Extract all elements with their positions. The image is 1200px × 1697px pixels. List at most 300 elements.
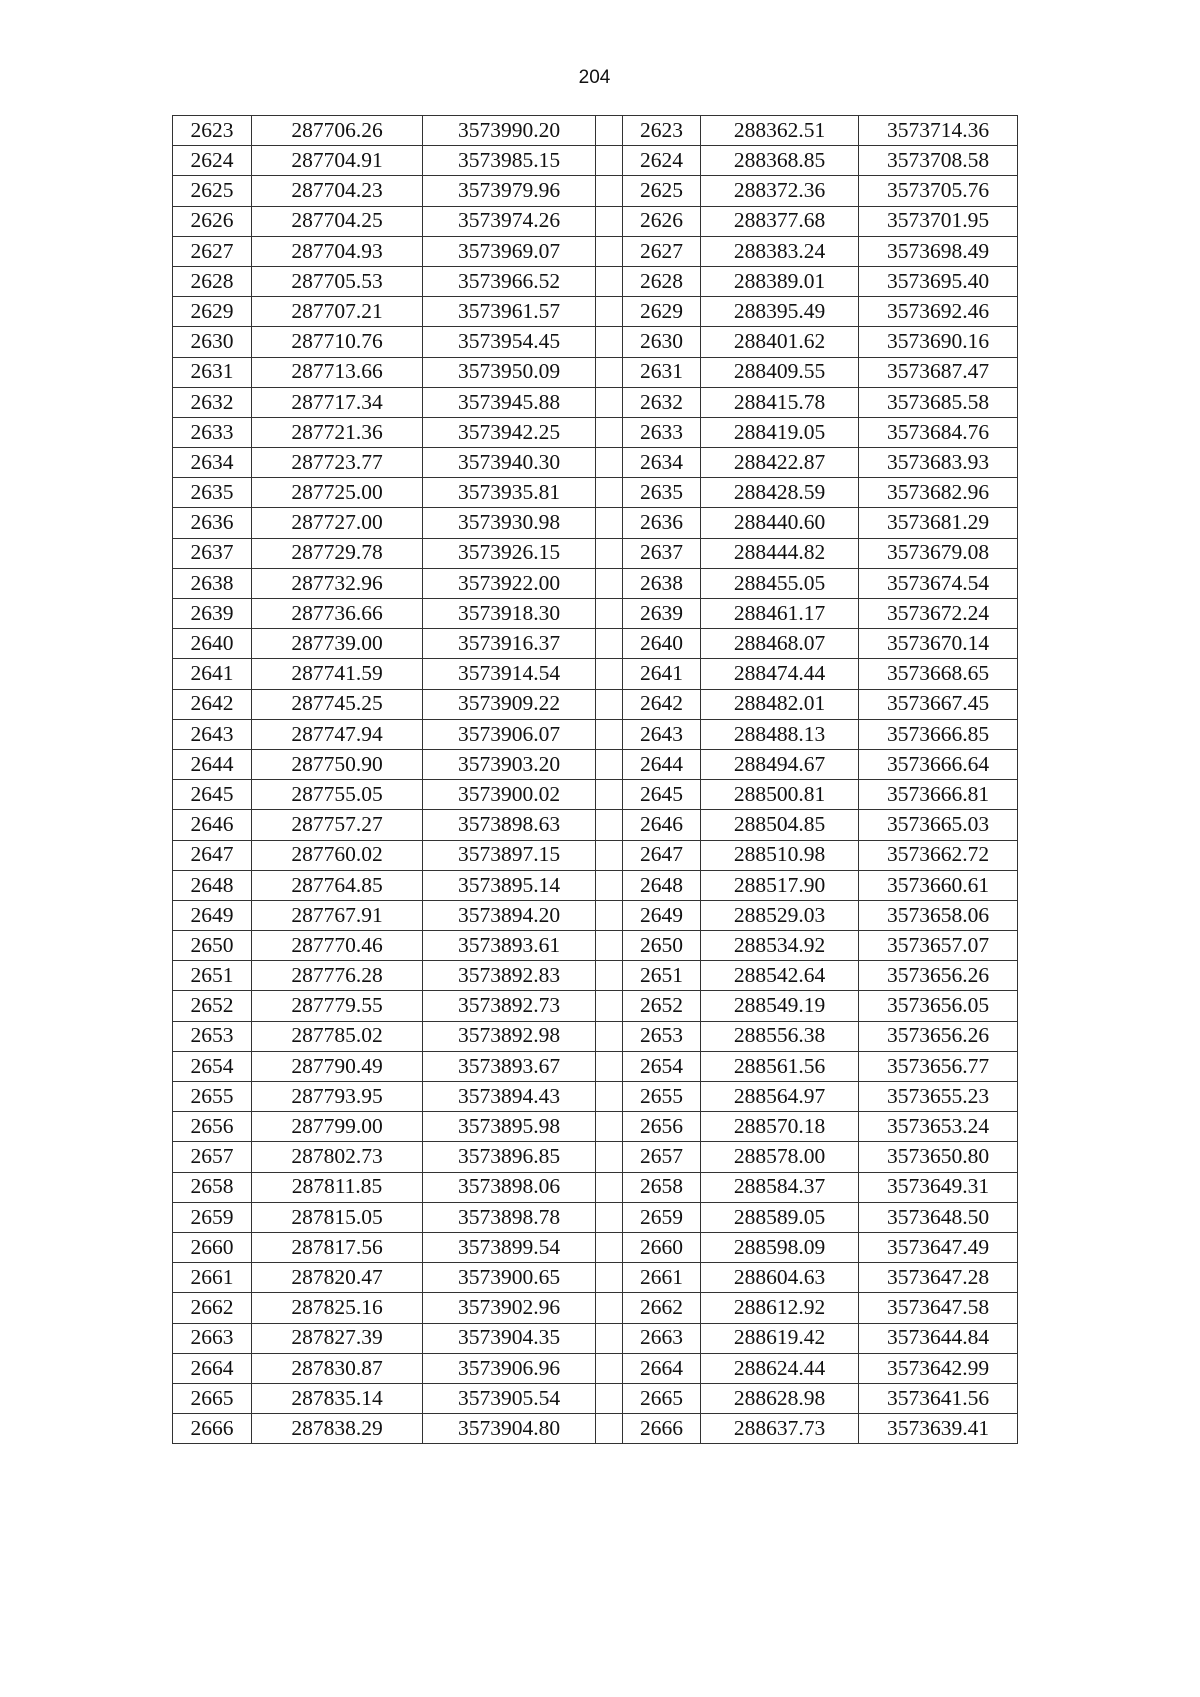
table-row <box>173 327 1018 357</box>
right-y-coordinate-cell: 3573658.06 <box>859 900 1018 930</box>
left-y-coordinate-cell: 3573896.85 <box>423 1142 596 1172</box>
left-x-coordinate-cell: 287727.00 <box>252 508 423 538</box>
spacer-cell <box>596 749 623 779</box>
left-x-coordinate-cell: 287723.77 <box>252 448 423 478</box>
right-point-id-cell: 2652 <box>623 991 701 1021</box>
left-point-id-cell: 2656 <box>173 1112 252 1142</box>
right-point-id-cell: 2661 <box>623 1263 701 1293</box>
left-x-coordinate-cell: 287721.36 <box>252 417 423 447</box>
left-y-coordinate-cell: 3573898.06 <box>423 1172 596 1202</box>
right-y-coordinate-cell: 3573692.46 <box>859 297 1018 327</box>
spacer-cell <box>596 1202 623 1232</box>
left-y-coordinate-cell: 3573906.07 <box>423 719 596 749</box>
spacer-cell <box>596 1383 623 1413</box>
right-point-id-cell: 2624 <box>623 146 701 176</box>
right-y-coordinate-cell: 3573639.41 <box>859 1414 1018 1444</box>
spacer-cell <box>596 961 623 991</box>
spacer-cell <box>596 297 623 327</box>
table-row <box>173 870 1018 900</box>
left-x-coordinate-cell: 287827.39 <box>252 1323 423 1353</box>
left-x-coordinate-cell: 287835.14 <box>252 1383 423 1413</box>
page-number: 204 <box>578 67 611 88</box>
table-row <box>173 1383 1018 1413</box>
right-y-coordinate-cell: 3573656.05 <box>859 991 1018 1021</box>
right-y-coordinate-cell: 3573698.49 <box>859 236 1018 266</box>
left-y-coordinate-cell: 3573904.35 <box>423 1323 596 1353</box>
left-x-coordinate-cell: 287799.00 <box>252 1112 423 1142</box>
left-y-coordinate-cell: 3573893.67 <box>423 1051 596 1081</box>
table-row <box>173 1112 1018 1142</box>
right-x-coordinate-cell: 288578.00 <box>701 1142 859 1172</box>
table-row <box>173 538 1018 568</box>
left-y-coordinate-cell: 3573916.37 <box>423 629 596 659</box>
spacer-cell <box>596 1051 623 1081</box>
right-x-coordinate-cell: 288474.44 <box>701 659 859 689</box>
left-point-id-cell: 2639 <box>173 599 252 629</box>
left-point-id-cell: 2664 <box>173 1353 252 1383</box>
left-y-coordinate-cell: 3573954.45 <box>423 327 596 357</box>
left-x-coordinate-cell: 287706.26 <box>252 116 423 146</box>
table-row <box>173 961 1018 991</box>
table-row <box>173 146 1018 176</box>
right-y-coordinate-cell: 3573672.24 <box>859 599 1018 629</box>
right-x-coordinate-cell: 288372.36 <box>701 176 859 206</box>
right-x-coordinate-cell: 288542.64 <box>701 961 859 991</box>
left-y-coordinate-cell: 3573900.02 <box>423 780 596 810</box>
left-y-coordinate-cell: 3573942.25 <box>423 417 596 447</box>
left-y-coordinate-cell: 3573894.43 <box>423 1082 596 1112</box>
left-point-id-cell: 2650 <box>173 931 252 961</box>
spacer-cell <box>596 1263 623 1293</box>
left-point-id-cell: 2631 <box>173 357 252 387</box>
left-y-coordinate-cell: 3573918.30 <box>423 599 596 629</box>
right-y-coordinate-cell: 3573665.03 <box>859 810 1018 840</box>
left-point-id-cell: 2641 <box>173 659 252 689</box>
right-point-id-cell: 2628 <box>623 266 701 296</box>
left-x-coordinate-cell: 287776.28 <box>252 961 423 991</box>
spacer-cell <box>596 1323 623 1353</box>
spacer-cell <box>596 568 623 598</box>
left-x-coordinate-cell: 287732.96 <box>252 568 423 598</box>
spacer-cell <box>596 176 623 206</box>
table-row <box>173 1293 1018 1323</box>
right-y-coordinate-cell: 3573644.84 <box>859 1323 1018 1353</box>
left-point-id-cell: 2666 <box>173 1414 252 1444</box>
spacer-cell <box>596 538 623 568</box>
right-y-coordinate-cell: 3573653.24 <box>859 1112 1018 1142</box>
table-row <box>173 176 1018 206</box>
left-point-id-cell: 2657 <box>173 1142 252 1172</box>
right-x-coordinate-cell: 288637.73 <box>701 1414 859 1444</box>
right-y-coordinate-cell: 3573647.49 <box>859 1232 1018 1262</box>
right-y-coordinate-cell: 3573648.50 <box>859 1202 1018 1232</box>
left-point-id-cell: 2628 <box>173 266 252 296</box>
right-point-id-cell: 2627 <box>623 236 701 266</box>
spacer-cell <box>596 1082 623 1112</box>
table-row <box>173 508 1018 538</box>
right-x-coordinate-cell: 288598.09 <box>701 1232 859 1262</box>
left-x-coordinate-cell: 287755.05 <box>252 780 423 810</box>
left-point-id-cell: 2645 <box>173 780 252 810</box>
left-y-coordinate-cell: 3573892.98 <box>423 1021 596 1051</box>
right-y-coordinate-cell: 3573685.58 <box>859 387 1018 417</box>
table-row <box>173 599 1018 629</box>
right-y-coordinate-cell: 3573683.93 <box>859 448 1018 478</box>
spacer-cell <box>596 1353 623 1383</box>
table-row <box>173 749 1018 779</box>
right-x-coordinate-cell: 288488.13 <box>701 719 859 749</box>
left-point-id-cell: 2654 <box>173 1051 252 1081</box>
left-y-coordinate-cell: 3573961.57 <box>423 297 596 327</box>
left-point-id-cell: 2653 <box>173 1021 252 1051</box>
left-point-id-cell: 2634 <box>173 448 252 478</box>
left-x-coordinate-cell: 287793.95 <box>252 1082 423 1112</box>
right-point-id-cell: 2645 <box>623 780 701 810</box>
left-y-coordinate-cell: 3573909.22 <box>423 689 596 719</box>
left-point-id-cell: 2643 <box>173 719 252 749</box>
spacer-cell <box>596 1172 623 1202</box>
right-point-id-cell: 2637 <box>623 538 701 568</box>
table-row <box>173 1021 1018 1051</box>
right-x-coordinate-cell: 288534.92 <box>701 931 859 961</box>
right-x-coordinate-cell: 288584.37 <box>701 1172 859 1202</box>
table-row <box>173 236 1018 266</box>
left-y-coordinate-cell: 3573905.54 <box>423 1383 596 1413</box>
right-point-id-cell: 2636 <box>623 508 701 538</box>
left-y-coordinate-cell: 3573935.81 <box>423 478 596 508</box>
right-point-id-cell: 2653 <box>623 1021 701 1051</box>
right-x-coordinate-cell: 288494.67 <box>701 749 859 779</box>
right-x-coordinate-cell: 288612.92 <box>701 1293 859 1323</box>
right-point-id-cell: 2630 <box>623 327 701 357</box>
left-point-id-cell: 2630 <box>173 327 252 357</box>
table-row <box>173 1414 1018 1444</box>
table-row <box>173 1051 1018 1081</box>
right-x-coordinate-cell: 288589.05 <box>701 1202 859 1232</box>
table-row <box>173 991 1018 1021</box>
left-x-coordinate-cell: 287745.25 <box>252 689 423 719</box>
left-x-coordinate-cell: 287757.27 <box>252 810 423 840</box>
right-x-coordinate-cell: 288415.78 <box>701 387 859 417</box>
left-y-coordinate-cell: 3573903.20 <box>423 749 596 779</box>
right-x-coordinate-cell: 288401.62 <box>701 327 859 357</box>
left-x-coordinate-cell: 287785.02 <box>252 1021 423 1051</box>
left-y-coordinate-cell: 3573895.98 <box>423 1112 596 1142</box>
table-row <box>173 659 1018 689</box>
table-row <box>173 810 1018 840</box>
left-x-coordinate-cell: 287760.02 <box>252 840 423 870</box>
spacer-cell <box>596 870 623 900</box>
left-y-coordinate-cell: 3573906.96 <box>423 1353 596 1383</box>
left-point-id-cell: 2624 <box>173 146 252 176</box>
right-y-coordinate-cell: 3573666.81 <box>859 780 1018 810</box>
left-x-coordinate-cell: 287741.59 <box>252 659 423 689</box>
spacer-cell <box>596 116 623 146</box>
right-point-id-cell: 2651 <box>623 961 701 991</box>
left-x-coordinate-cell: 287815.05 <box>252 1202 423 1232</box>
right-point-id-cell: 2623 <box>623 116 701 146</box>
right-y-coordinate-cell: 3573679.08 <box>859 538 1018 568</box>
spacer-cell <box>596 1142 623 1172</box>
table-row <box>173 1142 1018 1172</box>
right-point-id-cell: 2662 <box>623 1293 701 1323</box>
left-y-coordinate-cell: 3573897.15 <box>423 840 596 870</box>
left-point-id-cell: 2658 <box>173 1172 252 1202</box>
spacer-cell <box>596 689 623 719</box>
right-x-coordinate-cell: 288482.01 <box>701 689 859 719</box>
right-point-id-cell: 2626 <box>623 206 701 236</box>
right-point-id-cell: 2640 <box>623 629 701 659</box>
left-y-coordinate-cell: 3573914.54 <box>423 659 596 689</box>
left-x-coordinate-cell: 287750.90 <box>252 749 423 779</box>
left-x-coordinate-cell: 287739.00 <box>252 629 423 659</box>
spacer-cell <box>596 840 623 870</box>
left-x-coordinate-cell: 287717.34 <box>252 387 423 417</box>
right-y-coordinate-cell: 3573668.65 <box>859 659 1018 689</box>
right-point-id-cell: 2665 <box>623 1383 701 1413</box>
left-x-coordinate-cell: 287779.55 <box>252 991 423 1021</box>
left-y-coordinate-cell: 3573985.15 <box>423 146 596 176</box>
right-point-id-cell: 2639 <box>623 599 701 629</box>
left-x-coordinate-cell: 287704.91 <box>252 146 423 176</box>
left-y-coordinate-cell: 3573899.54 <box>423 1232 596 1262</box>
spacer-cell <box>596 387 623 417</box>
right-y-coordinate-cell: 3573674.54 <box>859 568 1018 598</box>
right-point-id-cell: 2656 <box>623 1112 701 1142</box>
left-point-id-cell: 2649 <box>173 900 252 930</box>
spacer-cell <box>596 719 623 749</box>
spacer-cell <box>596 417 623 447</box>
spacer-cell <box>596 1112 623 1142</box>
right-point-id-cell: 2644 <box>623 749 701 779</box>
table-row <box>173 357 1018 387</box>
right-point-id-cell: 2658 <box>623 1172 701 1202</box>
left-point-id-cell: 2655 <box>173 1082 252 1112</box>
left-x-coordinate-cell: 287825.16 <box>252 1293 423 1323</box>
left-y-coordinate-cell: 3573900.65 <box>423 1263 596 1293</box>
right-point-id-cell: 2633 <box>623 417 701 447</box>
right-y-coordinate-cell: 3573660.61 <box>859 870 1018 900</box>
right-x-coordinate-cell: 288517.90 <box>701 870 859 900</box>
left-y-coordinate-cell: 3573979.96 <box>423 176 596 206</box>
right-point-id-cell: 2638 <box>623 568 701 598</box>
table-row <box>173 1353 1018 1383</box>
left-x-coordinate-cell: 287704.93 <box>252 236 423 266</box>
spacer-cell <box>596 146 623 176</box>
table-row <box>173 840 1018 870</box>
right-y-coordinate-cell: 3573647.28 <box>859 1263 1018 1293</box>
right-y-coordinate-cell: 3573670.14 <box>859 629 1018 659</box>
right-x-coordinate-cell: 288500.81 <box>701 780 859 810</box>
right-point-id-cell: 2663 <box>623 1323 701 1353</box>
left-y-coordinate-cell: 3573892.83 <box>423 961 596 991</box>
right-x-coordinate-cell: 288409.55 <box>701 357 859 387</box>
table-row <box>173 417 1018 447</box>
left-point-id-cell: 2652 <box>173 991 252 1021</box>
spacer-cell <box>596 810 623 840</box>
left-y-coordinate-cell: 3573990.20 <box>423 116 596 146</box>
right-x-coordinate-cell: 288422.87 <box>701 448 859 478</box>
left-point-id-cell: 2637 <box>173 538 252 568</box>
left-x-coordinate-cell: 287747.94 <box>252 719 423 749</box>
table-row <box>173 900 1018 930</box>
left-x-coordinate-cell: 287802.73 <box>252 1142 423 1172</box>
left-y-coordinate-cell: 3573904.80 <box>423 1414 596 1444</box>
left-point-id-cell: 2625 <box>173 176 252 206</box>
left-point-id-cell: 2623 <box>173 116 252 146</box>
spacer-cell <box>596 931 623 961</box>
left-x-coordinate-cell: 287725.00 <box>252 478 423 508</box>
right-point-id-cell: 2666 <box>623 1414 701 1444</box>
right-x-coordinate-cell: 288362.51 <box>701 116 859 146</box>
right-point-id-cell: 2659 <box>623 1202 701 1232</box>
table-row <box>173 1172 1018 1202</box>
right-point-id-cell: 2632 <box>623 387 701 417</box>
right-point-id-cell: 2642 <box>623 689 701 719</box>
right-point-id-cell: 2631 <box>623 357 701 387</box>
spacer-cell <box>596 991 623 1021</box>
left-point-id-cell: 2644 <box>173 749 252 779</box>
right-x-coordinate-cell: 288604.63 <box>701 1263 859 1293</box>
left-y-coordinate-cell: 3573892.73 <box>423 991 596 1021</box>
table-row <box>173 1323 1018 1353</box>
left-point-id-cell: 2648 <box>173 870 252 900</box>
left-x-coordinate-cell: 287820.47 <box>252 1263 423 1293</box>
left-point-id-cell: 2629 <box>173 297 252 327</box>
left-point-id-cell: 2636 <box>173 508 252 538</box>
right-y-coordinate-cell: 3573662.72 <box>859 840 1018 870</box>
right-x-coordinate-cell: 288504.85 <box>701 810 859 840</box>
right-y-coordinate-cell: 3573684.76 <box>859 417 1018 447</box>
right-y-coordinate-cell: 3573657.07 <box>859 931 1018 961</box>
right-y-coordinate-cell: 3573642.99 <box>859 1353 1018 1383</box>
left-point-id-cell: 2647 <box>173 840 252 870</box>
right-x-coordinate-cell: 288561.56 <box>701 1051 859 1081</box>
right-point-id-cell: 2649 <box>623 900 701 930</box>
left-x-coordinate-cell: 287705.53 <box>252 266 423 296</box>
left-y-coordinate-cell: 3573974.26 <box>423 206 596 236</box>
table-row <box>173 478 1018 508</box>
left-x-coordinate-cell: 287770.46 <box>252 931 423 961</box>
right-x-coordinate-cell: 288428.59 <box>701 478 859 508</box>
right-x-coordinate-cell: 288549.19 <box>701 991 859 1021</box>
table-row <box>173 1202 1018 1232</box>
right-x-coordinate-cell: 288468.07 <box>701 629 859 659</box>
table-row <box>173 629 1018 659</box>
right-y-coordinate-cell: 3573687.47 <box>859 357 1018 387</box>
left-point-id-cell: 2661 <box>173 1263 252 1293</box>
table-row <box>173 387 1018 417</box>
spacer-cell <box>596 206 623 236</box>
right-x-coordinate-cell: 288628.98 <box>701 1383 859 1413</box>
left-point-id-cell: 2633 <box>173 417 252 447</box>
left-point-id-cell: 2640 <box>173 629 252 659</box>
right-x-coordinate-cell: 288529.03 <box>701 900 859 930</box>
spacer-cell <box>596 508 623 538</box>
left-x-coordinate-cell: 287736.66 <box>252 599 423 629</box>
table-row <box>173 931 1018 961</box>
left-point-id-cell: 2635 <box>173 478 252 508</box>
right-y-coordinate-cell: 3573705.76 <box>859 176 1018 206</box>
spacer-cell <box>596 1414 623 1444</box>
right-x-coordinate-cell: 288619.42 <box>701 1323 859 1353</box>
left-point-id-cell: 2659 <box>173 1202 252 1232</box>
right-point-id-cell: 2647 <box>623 840 701 870</box>
left-y-coordinate-cell: 3573966.52 <box>423 266 596 296</box>
left-point-id-cell: 2646 <box>173 810 252 840</box>
table-row <box>173 206 1018 236</box>
right-point-id-cell: 2625 <box>623 176 701 206</box>
right-point-id-cell: 2635 <box>623 478 701 508</box>
left-x-coordinate-cell: 287790.49 <box>252 1051 423 1081</box>
table-row <box>173 780 1018 810</box>
left-x-coordinate-cell: 287817.56 <box>252 1232 423 1262</box>
right-y-coordinate-cell: 3573708.58 <box>859 146 1018 176</box>
left-y-coordinate-cell: 3573950.09 <box>423 357 596 387</box>
right-x-coordinate-cell: 288564.97 <box>701 1082 859 1112</box>
spacer-cell <box>596 266 623 296</box>
right-x-coordinate-cell: 288624.44 <box>701 1353 859 1383</box>
right-point-id-cell: 2634 <box>623 448 701 478</box>
left-point-id-cell: 2632 <box>173 387 252 417</box>
right-y-coordinate-cell: 3573656.26 <box>859 1021 1018 1051</box>
coordinate-table <box>172 115 1018 1444</box>
left-x-coordinate-cell: 287830.87 <box>252 1353 423 1383</box>
spacer-cell <box>596 629 623 659</box>
spacer-cell <box>596 900 623 930</box>
right-x-coordinate-cell: 288419.05 <box>701 417 859 447</box>
spacer-cell <box>596 659 623 689</box>
right-y-coordinate-cell: 3573655.23 <box>859 1082 1018 1112</box>
right-point-id-cell: 2650 <box>623 931 701 961</box>
left-x-coordinate-cell: 287704.25 <box>252 206 423 236</box>
right-y-coordinate-cell: 3573666.64 <box>859 749 1018 779</box>
left-x-coordinate-cell: 287704.23 <box>252 176 423 206</box>
right-point-id-cell: 2655 <box>623 1082 701 1112</box>
spacer-cell <box>596 780 623 810</box>
right-y-coordinate-cell: 3573682.96 <box>859 478 1018 508</box>
right-point-id-cell: 2629 <box>623 297 701 327</box>
left-x-coordinate-cell: 287811.85 <box>252 1172 423 1202</box>
right-point-id-cell: 2643 <box>623 719 701 749</box>
table-row <box>173 568 1018 598</box>
right-point-id-cell: 2664 <box>623 1353 701 1383</box>
left-point-id-cell: 2651 <box>173 961 252 991</box>
table-row <box>173 1232 1018 1262</box>
right-y-coordinate-cell: 3573649.31 <box>859 1172 1018 1202</box>
right-x-coordinate-cell: 288461.17 <box>701 599 859 629</box>
right-point-id-cell: 2657 <box>623 1142 701 1172</box>
right-x-coordinate-cell: 288510.98 <box>701 840 859 870</box>
right-y-coordinate-cell: 3573656.77 <box>859 1051 1018 1081</box>
left-y-coordinate-cell: 3573945.88 <box>423 387 596 417</box>
left-y-coordinate-cell: 3573898.63 <box>423 810 596 840</box>
table-row <box>173 448 1018 478</box>
left-y-coordinate-cell: 3573926.15 <box>423 538 596 568</box>
right-y-coordinate-cell: 3573647.58 <box>859 1293 1018 1323</box>
right-y-coordinate-cell: 3573701.95 <box>859 206 1018 236</box>
left-point-id-cell: 2626 <box>173 206 252 236</box>
spacer-cell <box>596 478 623 508</box>
right-point-id-cell: 2654 <box>623 1051 701 1081</box>
table-row <box>173 719 1018 749</box>
left-x-coordinate-cell: 287838.29 <box>252 1414 423 1444</box>
right-y-coordinate-cell: 3573666.85 <box>859 719 1018 749</box>
right-y-coordinate-cell: 3573695.40 <box>859 266 1018 296</box>
table-row <box>173 116 1018 146</box>
right-point-id-cell: 2660 <box>623 1232 701 1262</box>
right-x-coordinate-cell: 288440.60 <box>701 508 859 538</box>
